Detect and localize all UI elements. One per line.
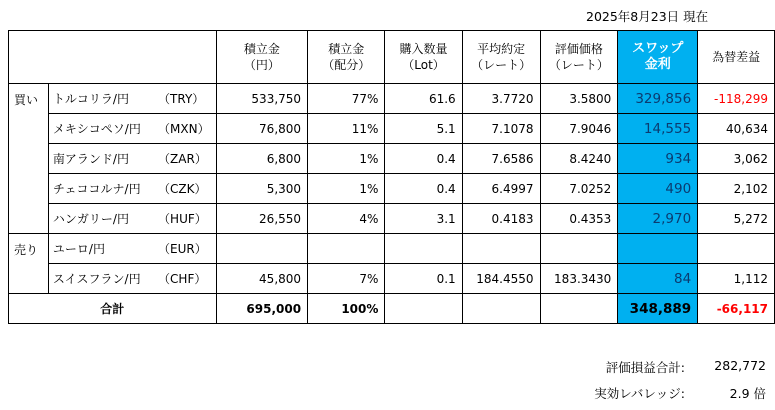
table-row: [9, 114, 775, 144]
allocation-cell: 1%: [308, 174, 385, 204]
pair-code: （EUR）: [156, 234, 216, 264]
swap-cell: 2,970: [618, 204, 698, 234]
total-label: 合計: [9, 294, 217, 324]
portfolio-table: [8, 30, 775, 324]
amount-cell: 76,800: [216, 114, 307, 144]
swap-cell: 14,555: [618, 114, 698, 144]
avg-rate-cell: 6.4997: [462, 174, 540, 204]
lots-cell: [385, 234, 462, 264]
fx-gain-cell: 2,102: [698, 174, 775, 204]
pair-name: スイスフラン/円: [48, 264, 156, 294]
pair-name: チェココルナ/円: [48, 174, 156, 204]
eval-rate-cell: 3.5800: [540, 84, 618, 114]
avg-rate-cell: 7.6586: [462, 144, 540, 174]
total-row: [9, 294, 775, 324]
swap-cell: [618, 234, 698, 264]
pair-code: （ZAR）: [156, 144, 216, 174]
header-allocation: 積立金 （配分）: [308, 31, 385, 84]
table-row: [9, 84, 775, 114]
group-sell: 売り: [9, 234, 49, 264]
header-blank: [9, 31, 217, 84]
pair-name: 南アランド/円: [48, 144, 156, 174]
group-buy: 買い: [9, 84, 49, 114]
pair-name: ユーロ/円: [48, 234, 156, 264]
allocation-cell: 7%: [308, 264, 385, 294]
lots-cell: 0.4: [385, 174, 462, 204]
eval-rate-cell: 0.4353: [540, 204, 618, 234]
total-swap: 348,889: [618, 294, 698, 324]
total-blank: [385, 294, 462, 324]
pair-code: （HUF）: [156, 204, 216, 234]
header-lots: 購入数量 （Lot）: [385, 31, 462, 84]
group-spacer: [9, 114, 49, 144]
avg-rate-cell: 3.7720: [462, 84, 540, 114]
eval-rate-cell: [540, 234, 618, 264]
avg-rate-cell: 7.1078: [462, 114, 540, 144]
header-accumulated: 積立金 （円）: [216, 31, 307, 84]
lots-cell: 3.1: [385, 204, 462, 234]
fx-gain-cell: 40,634: [698, 114, 775, 144]
amount-cell: 533,750: [216, 84, 307, 114]
swap-cell: 934: [618, 144, 698, 174]
total-blank: [540, 294, 618, 324]
lots-cell: 0.4: [385, 144, 462, 174]
amount-cell: [216, 234, 307, 264]
group-spacer: [9, 264, 49, 294]
fx-gain-cell: 5,272: [698, 204, 775, 234]
swap-cell: 84: [618, 264, 698, 294]
lots-cell: 61.6: [385, 84, 462, 114]
pair-name: メキシコペソ/円: [48, 114, 156, 144]
eval-rate-cell: 8.4240: [540, 144, 618, 174]
summary-label: 実効レバレッジ:: [594, 386, 685, 401]
allocation-cell: 77%: [308, 84, 385, 114]
lots-cell: 5.1: [385, 114, 462, 144]
fx-gain-cell: 1,112: [698, 264, 775, 294]
fx-gain-cell: [698, 234, 775, 264]
summary-value: 2.9 倍: [729, 386, 766, 401]
avg-rate-cell: 184.4550: [462, 264, 540, 294]
swap-cell: 329,856: [618, 84, 698, 114]
pair-code: （MXN）: [156, 114, 216, 144]
allocation-cell: 1%: [308, 144, 385, 174]
avg-rate-cell: 0.4183: [462, 204, 540, 234]
summary-label: 評価損益合計:: [605, 360, 685, 375]
group-spacer: [9, 174, 49, 204]
table-row: [9, 234, 775, 264]
amount-cell: 5,300: [216, 174, 307, 204]
table-row: [9, 204, 775, 234]
pair-code: （TRY）: [156, 84, 216, 114]
total-allocation: 100%: [308, 294, 385, 324]
header-row: [9, 31, 775, 84]
header-swap: スワップ 金利: [618, 31, 698, 84]
eval-rate-cell: 183.3430: [540, 264, 618, 294]
lots-cell: 0.1: [385, 264, 462, 294]
header-eval-rate: 評価価格 （レート）: [540, 31, 618, 84]
eval-rate-cell: 7.0252: [540, 174, 618, 204]
table-row: [9, 174, 775, 204]
summary-value: 282,772: [714, 358, 766, 373]
pair-name: トルコリラ/円: [48, 84, 156, 114]
total-fx-gain: -66,117: [698, 294, 775, 324]
pair-code: （CZK）: [156, 174, 216, 204]
total-amount: 695,000: [216, 294, 307, 324]
pair-name: ハンガリー/円: [48, 204, 156, 234]
group-spacer: [9, 144, 49, 174]
allocation-cell: 11%: [308, 114, 385, 144]
avg-rate-cell: [462, 234, 540, 264]
allocation-cell: 4%: [308, 204, 385, 234]
eval-rate-cell: 7.9046: [540, 114, 618, 144]
as-of-date: 2025年8月23日 現在: [586, 9, 709, 24]
amount-cell: 45,800: [216, 264, 307, 294]
swap-cell: 490: [618, 174, 698, 204]
table-row: [9, 144, 775, 174]
group-spacer: [9, 204, 49, 234]
total-blank: [462, 294, 540, 324]
pair-code: （CHF）: [156, 264, 216, 294]
table-row: [9, 264, 775, 294]
header-avg-rate: 平均約定 （レート）: [462, 31, 540, 84]
header-fx-gain: 為替差益: [698, 31, 775, 84]
fx-gain-cell: -118,299: [698, 84, 775, 114]
amount-cell: 26,550: [216, 204, 307, 234]
fx-gain-cell: 3,062: [698, 144, 775, 174]
amount-cell: 6,800: [216, 144, 307, 174]
allocation-cell: [308, 234, 385, 264]
